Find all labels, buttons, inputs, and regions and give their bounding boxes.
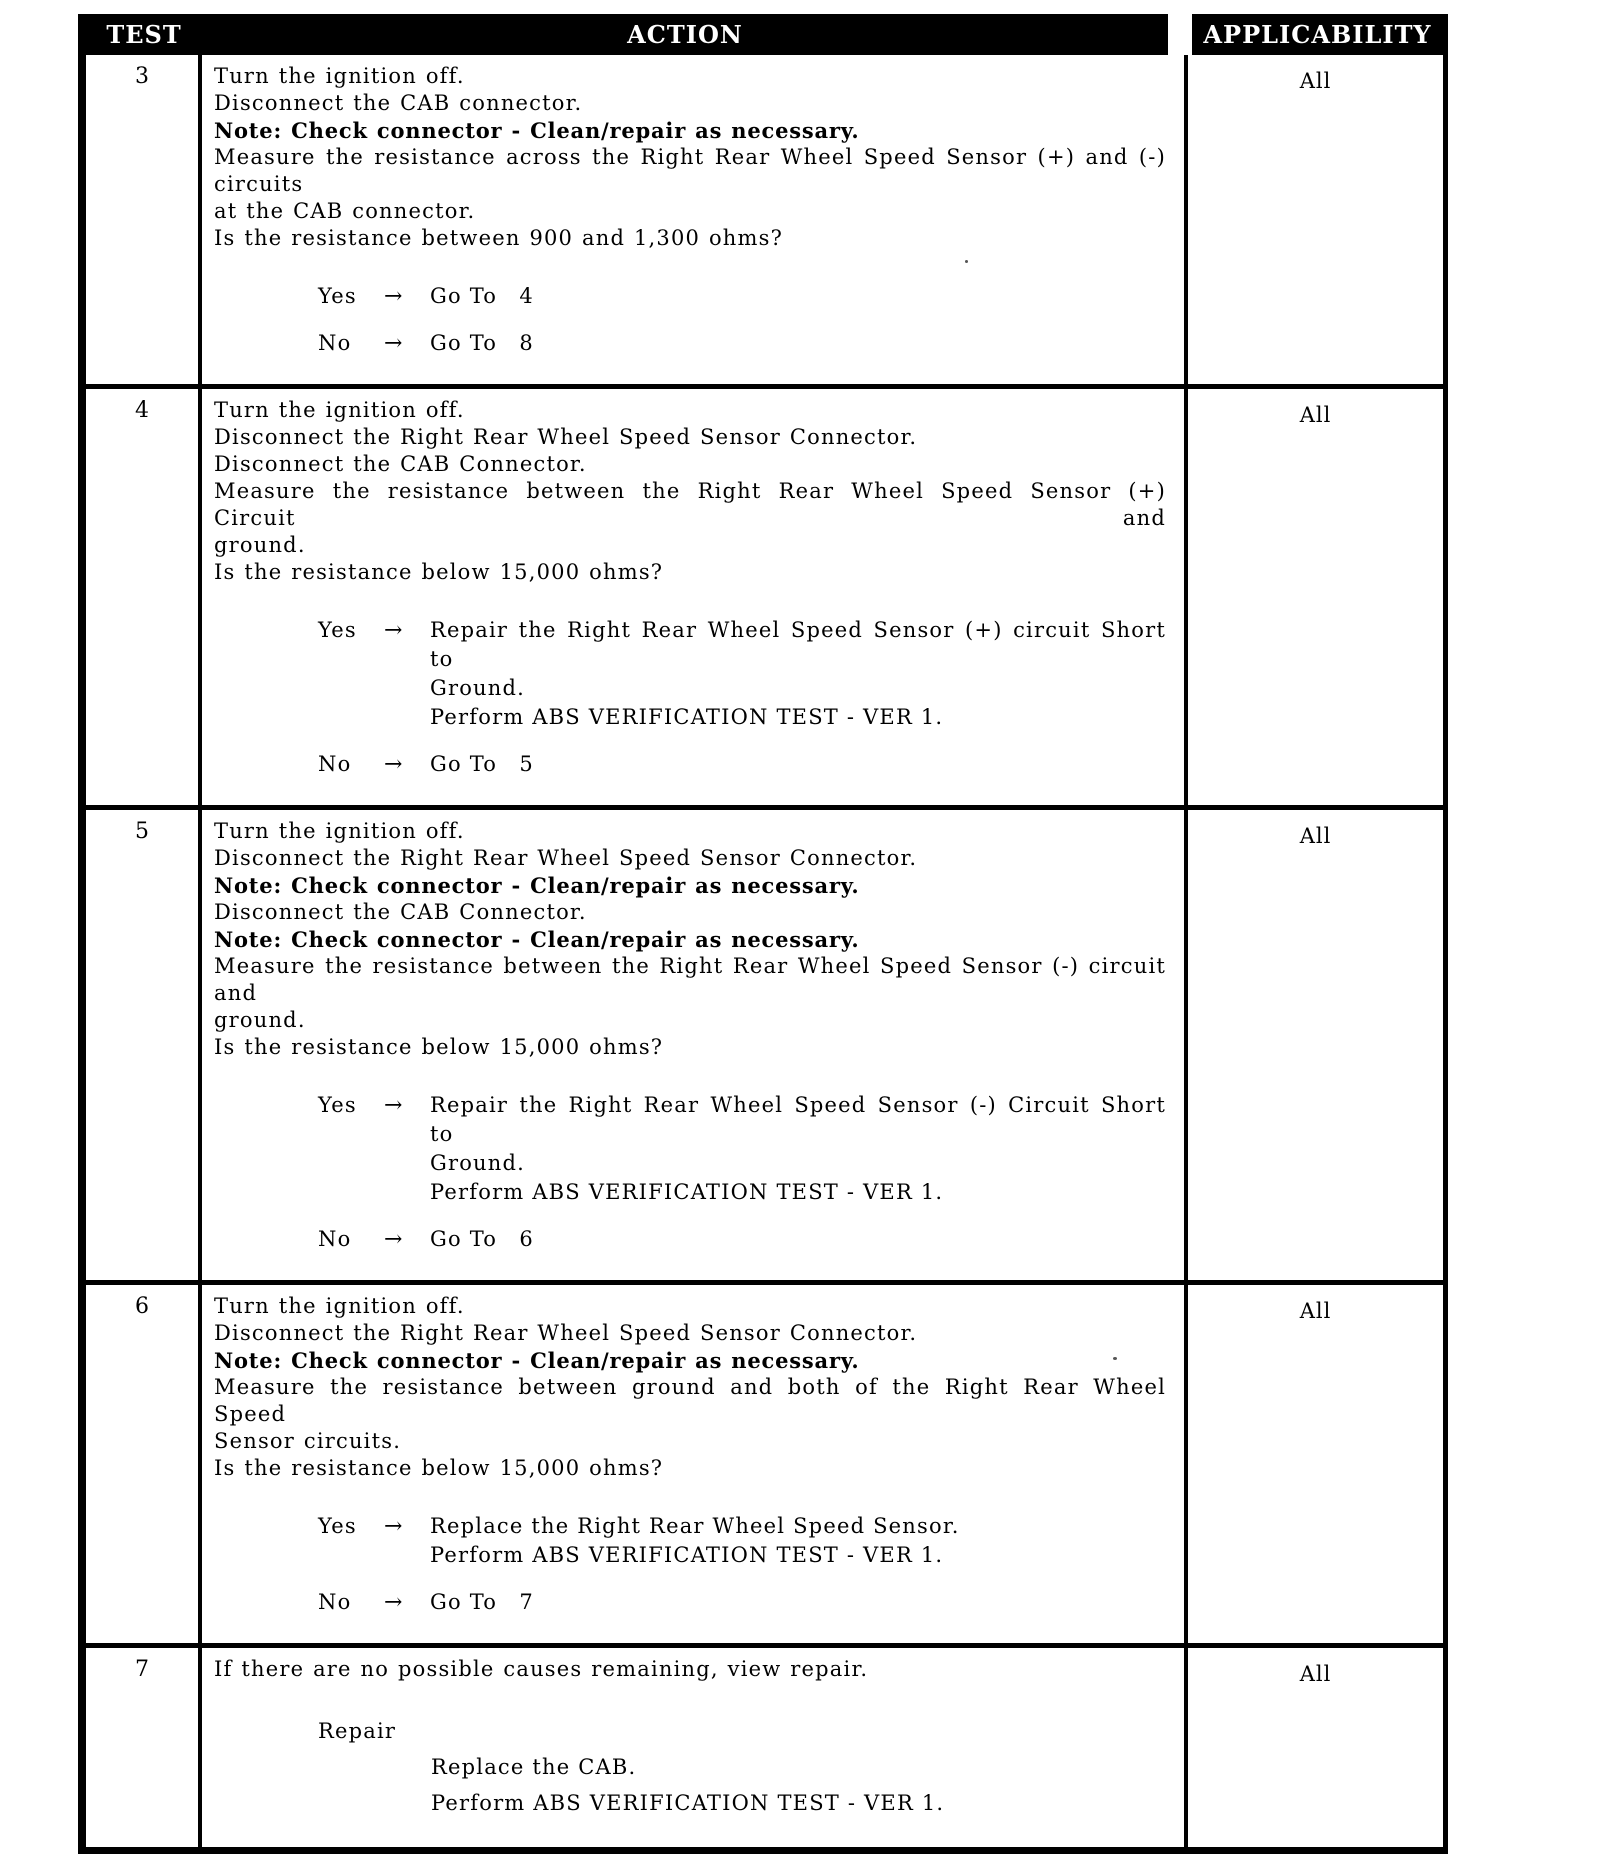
decision-result-line: Perform ABS VERIFICATION TEST - VER 1. bbox=[430, 705, 944, 729]
decision-result-line: Repair the Right Rear Wheel Speed Sensor (+) circuit Short to bbox=[430, 618, 1166, 671]
action-cell bbox=[202, 810, 1188, 1280]
step-line: Turn the ignition off. bbox=[214, 64, 465, 88]
decision-result-line: Go To 4 bbox=[430, 284, 534, 308]
step-line: Disconnect the CAB Connector. bbox=[214, 452, 587, 476]
decision-result-line: Perform ABS VERIFICATION TEST - VER 1. bbox=[430, 1543, 944, 1567]
scan-speck bbox=[965, 260, 968, 263]
decision-label: No bbox=[318, 1227, 352, 1251]
step-line: Turn the ignition off. bbox=[214, 819, 465, 843]
header-action: ACTION bbox=[627, 20, 743, 49]
table-row bbox=[86, 1643, 1443, 1847]
decision-row bbox=[214, 282, 1166, 311]
repair-lines bbox=[431, 1749, 1166, 1821]
test-cell: 5 bbox=[86, 810, 202, 1280]
step-line: Note: Check connector - Clean/repair as necessary. bbox=[214, 1348, 860, 1373]
repair-label: Repair bbox=[318, 1719, 397, 1743]
decision-label: No bbox=[318, 752, 352, 776]
step-line: Turn the ignition off. bbox=[214, 1294, 465, 1318]
step-line: Measure the resistance between the Right Rear Wheel Speed Sensor (+) Circuit and bbox=[214, 479, 1175, 530]
arrow-right-icon: → bbox=[384, 1093, 404, 1118]
step-line: Disconnect the CAB connector. bbox=[214, 91, 583, 115]
decision-row bbox=[214, 1091, 1166, 1207]
decision-results bbox=[430, 1091, 1166, 1207]
step-line: Note: Check connector - Clean/repair as necessary. bbox=[214, 927, 860, 952]
scan-speck bbox=[1113, 1357, 1117, 1360]
action-cell bbox=[202, 1648, 1188, 1847]
decision-label: Yes bbox=[318, 284, 357, 308]
table-row bbox=[86, 805, 1443, 1280]
step-line: Note: Check connector - Clean/repair as necessary. bbox=[214, 118, 860, 143]
decision-label: Yes bbox=[318, 1093, 357, 1117]
header-gap bbox=[1168, 14, 1192, 55]
decision-results bbox=[430, 750, 1166, 779]
repair-line: Replace the CAB. bbox=[431, 1755, 637, 1779]
test-cell: 3 bbox=[86, 55, 202, 384]
header-applicability: APPLICABILITY bbox=[1192, 14, 1443, 55]
applicability-cell: All bbox=[1299, 1662, 1332, 1686]
action-cell bbox=[202, 389, 1188, 805]
action-cell bbox=[202, 1285, 1188, 1643]
step-line: Disconnect the Right Rear Wheel Speed Sensor Connector. bbox=[214, 425, 918, 449]
decision-result-line: Replace the Right Rear Wheel Speed Sensor. bbox=[430, 1514, 960, 1538]
decision-row bbox=[214, 1588, 1166, 1617]
test-cell: 6 bbox=[86, 1285, 202, 1643]
header-test: TEST bbox=[106, 20, 182, 49]
decision-results bbox=[430, 1225, 1166, 1254]
step-line: ground. bbox=[214, 533, 306, 557]
step-line: Is the resistance below 15,000 ohms? bbox=[214, 1456, 664, 1480]
test-cell: 4 bbox=[86, 389, 202, 805]
decision-results bbox=[430, 282, 1166, 311]
decision-results bbox=[430, 1512, 1166, 1570]
action-cell bbox=[202, 55, 1188, 384]
step-line: Sensor circuits. bbox=[214, 1429, 402, 1453]
step-line: Is the resistance between 900 and 1,300 ohms? bbox=[214, 226, 784, 250]
diagnostic-table bbox=[78, 14, 1448, 1854]
step-line: Turn the ignition off. bbox=[214, 398, 465, 422]
step-line: Measure the resistance between the Right Rear Wheel Speed Sensor (-) circuit and bbox=[214, 954, 1175, 1005]
decision-result-line: Go To 7 bbox=[430, 1590, 534, 1614]
decision-result-line: Perform ABS VERIFICATION TEST - VER 1. bbox=[430, 1180, 944, 1204]
decision-label: No bbox=[318, 1590, 352, 1614]
arrow-right-icon: → bbox=[384, 284, 404, 309]
decision-row bbox=[214, 616, 1166, 732]
applicability-cell: All bbox=[1299, 1299, 1332, 1323]
arrow-right-icon: → bbox=[384, 618, 404, 643]
arrow-right-icon: → bbox=[384, 1227, 404, 1252]
decision-results bbox=[430, 329, 1166, 358]
step-line: Disconnect the CAB Connector. bbox=[214, 900, 587, 924]
decision-label: No bbox=[318, 331, 352, 355]
repair-line: Perform ABS VERIFICATION TEST - VER 1. bbox=[431, 1791, 945, 1815]
decision-result-line: Ground. bbox=[430, 676, 526, 700]
step-line: at the CAB connector. bbox=[214, 199, 476, 223]
step-line: Note: Check connector - Clean/repair as necessary. bbox=[214, 873, 860, 898]
applicability-cell: All bbox=[1299, 69, 1332, 93]
step-line: Is the resistance below 15,000 ohms? bbox=[214, 1035, 664, 1059]
decision-result-line: Go To 6 bbox=[430, 1227, 534, 1251]
decision-row bbox=[214, 1512, 1166, 1570]
step-line: Disconnect the Right Rear Wheel Speed Sensor Connector. bbox=[214, 1321, 918, 1345]
arrow-right-icon: → bbox=[384, 331, 404, 356]
table-row bbox=[86, 55, 1443, 384]
decision-row bbox=[214, 1225, 1166, 1254]
applicability-cell: All bbox=[1299, 403, 1332, 427]
step-line: Measure the resistance between ground and both of the Right Rear Wheel Speed bbox=[214, 1375, 1175, 1426]
arrow-right-icon: → bbox=[384, 752, 404, 777]
decision-label: Yes bbox=[318, 1514, 357, 1538]
applicability-cell: All bbox=[1299, 824, 1332, 848]
table-row bbox=[86, 1280, 1443, 1643]
test-cell: 7 bbox=[86, 1648, 202, 1847]
step-line: Disconnect the Right Rear Wheel Speed Sensor Connector. bbox=[214, 846, 918, 870]
decision-results bbox=[430, 616, 1166, 732]
decision-result-line: Go To 8 bbox=[430, 331, 534, 355]
table-row bbox=[86, 384, 1443, 805]
decision-result-line: Ground. bbox=[430, 1151, 526, 1175]
step-line: ground. bbox=[214, 1008, 306, 1032]
step-line: If there are no possible causes remaining, view repair. bbox=[214, 1657, 869, 1681]
decision-row bbox=[214, 750, 1166, 779]
arrow-right-icon: → bbox=[384, 1514, 404, 1539]
decision-row bbox=[214, 329, 1166, 358]
decision-results bbox=[430, 1588, 1166, 1617]
decision-result-line: Repair the Right Rear Wheel Speed Sensor (-) Circuit Short to bbox=[430, 1093, 1166, 1146]
decision-result-line: Go To 5 bbox=[430, 752, 534, 776]
step-line: Is the resistance below 15,000 ohms? bbox=[214, 560, 664, 584]
table-header bbox=[86, 14, 1443, 55]
table-body bbox=[86, 55, 1443, 1847]
decision-label: Yes bbox=[318, 618, 357, 642]
header-test-action-bar bbox=[86, 14, 1168, 55]
step-line: Measure the resistance across the Right Rear Wheel Speed Sensor (+) and (-) circuits bbox=[214, 145, 1175, 196]
arrow-right-icon: → bbox=[384, 1590, 404, 1615]
